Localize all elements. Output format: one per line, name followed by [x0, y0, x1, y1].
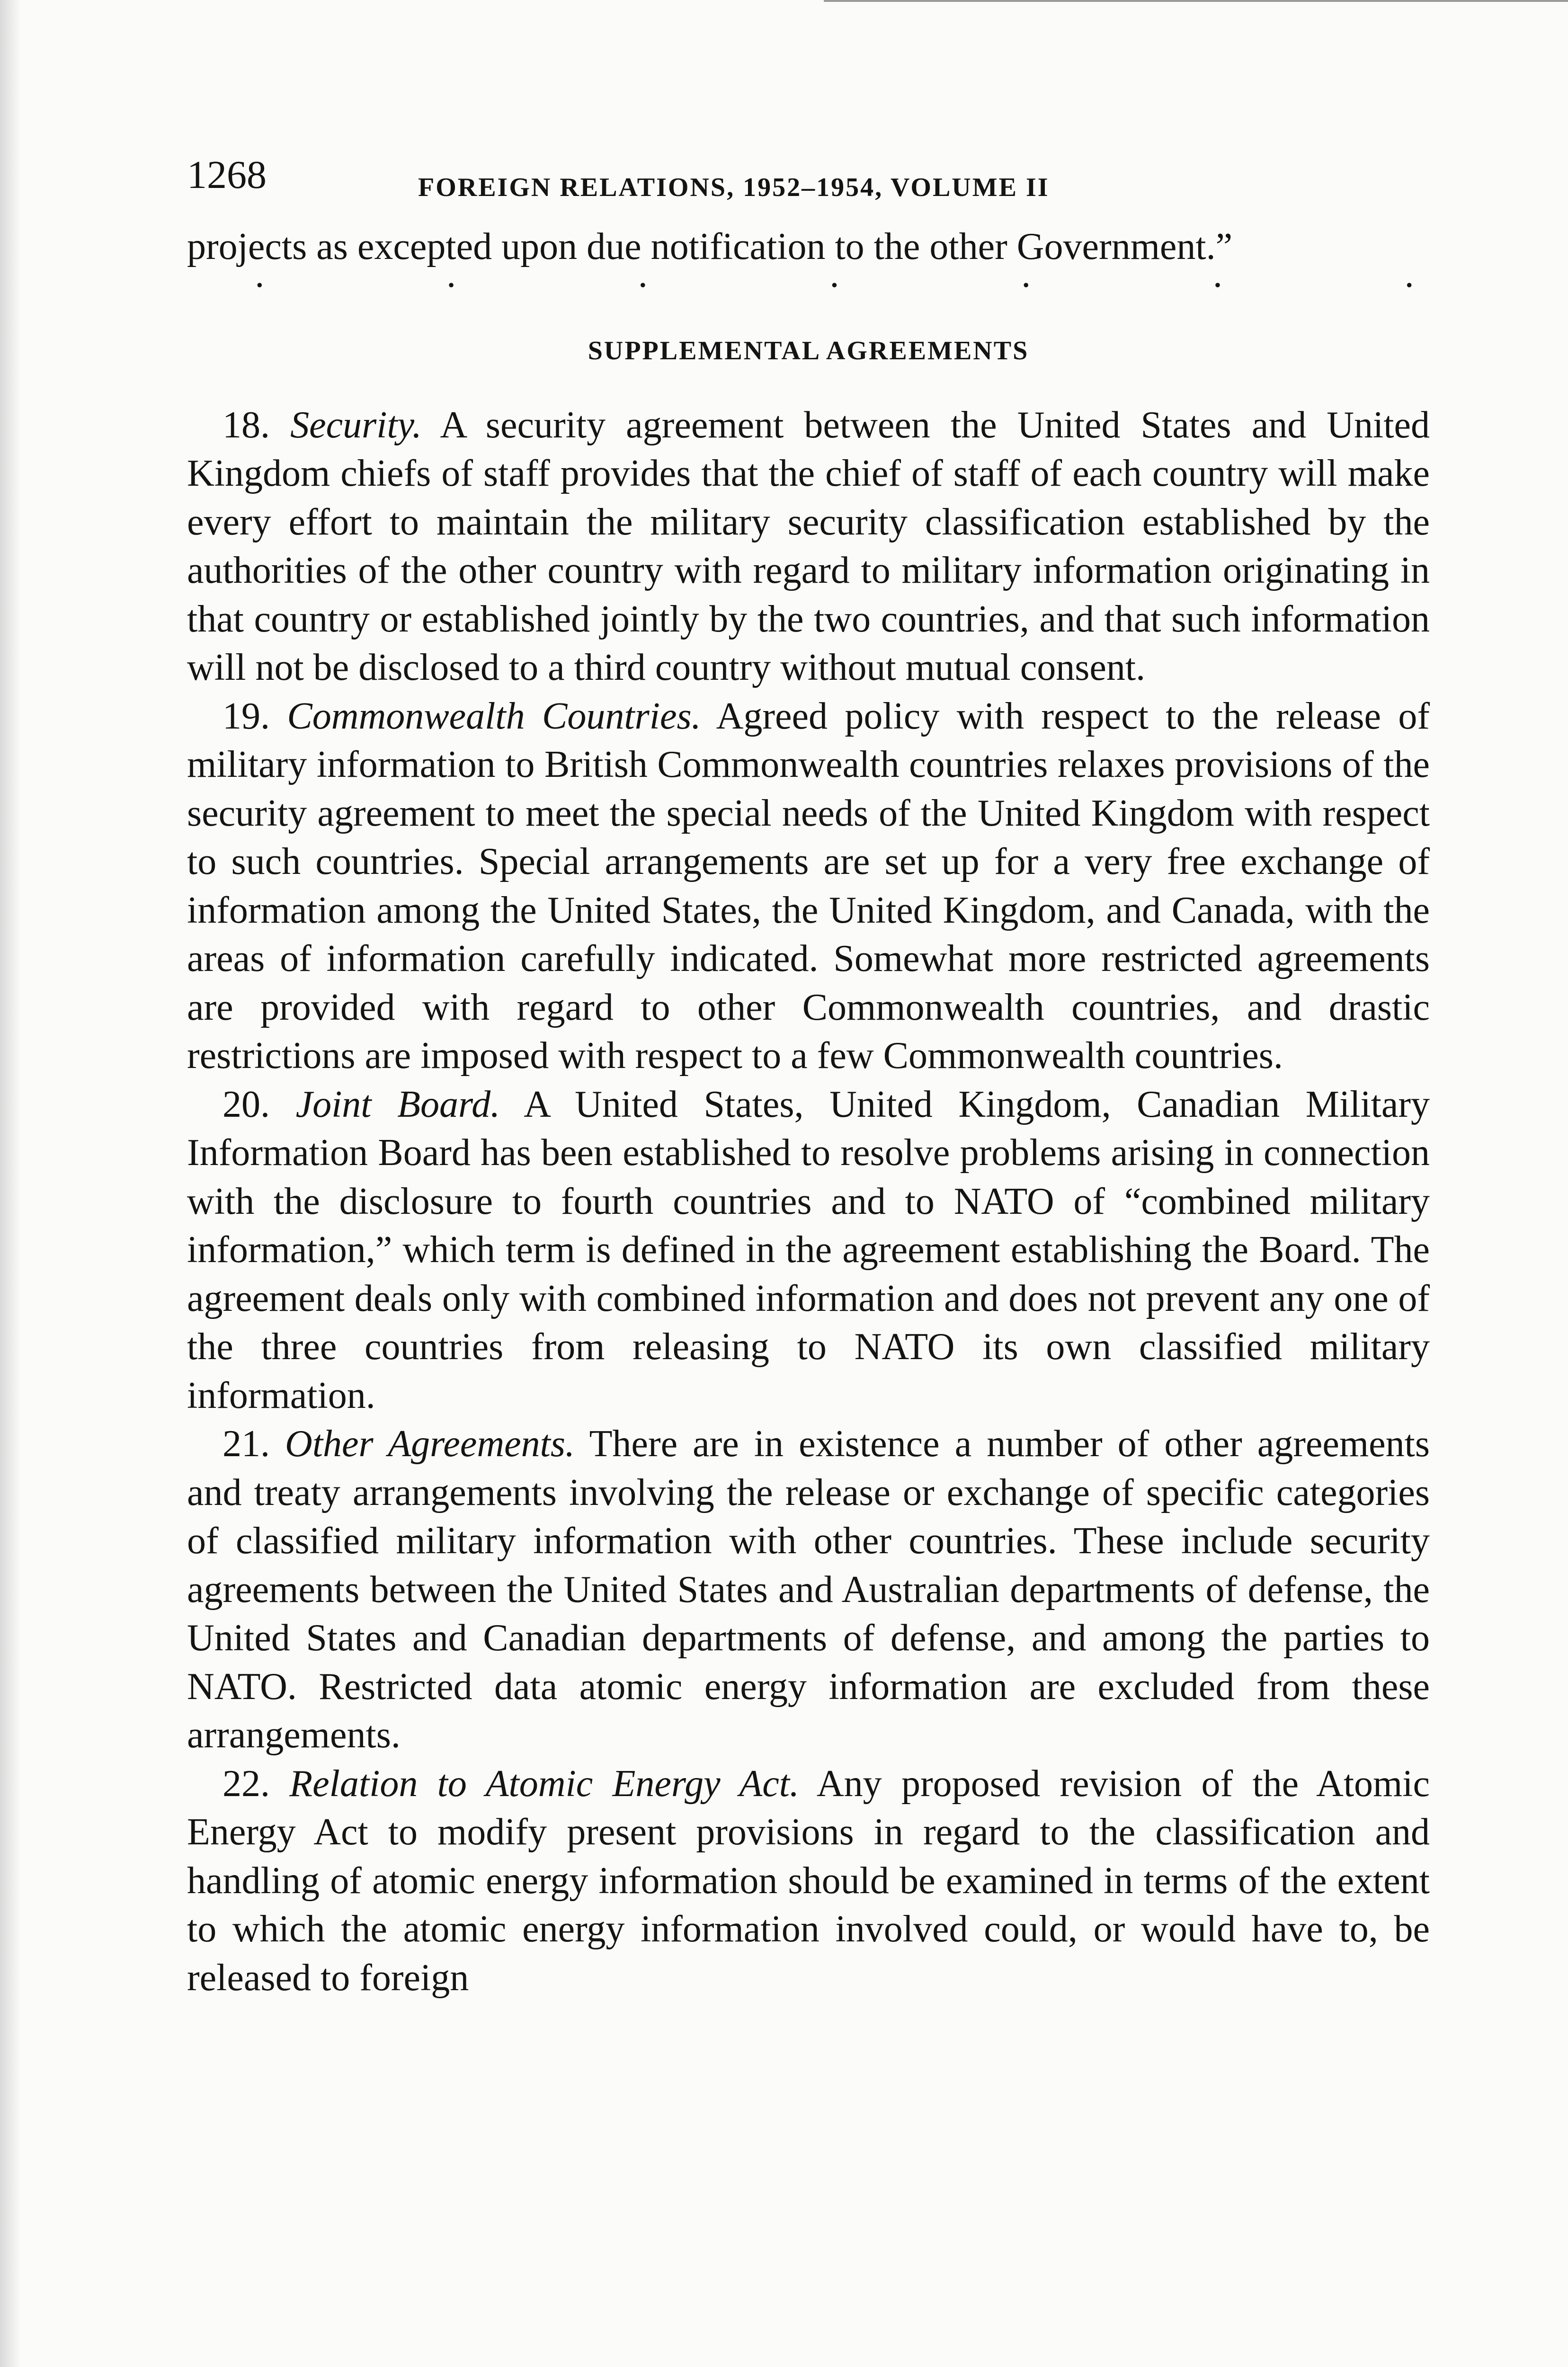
paragraph-text: Any proposed revision of the Atomic Energy Act to modify present provisions in regard to the classification and handling of atomic energy information should be examined in terms of the extent to which the atomic energy information involved could, or would have to, be released to foreign: [187, 1762, 1430, 1999]
paragraph-number: 19.: [223, 695, 270, 737]
paragraph-19: [187, 692, 1430, 1080]
ellipsis-dot: ·: [1019, 264, 1033, 306]
paragraph-text: There are in existence a number of other agreements and treaty arrangements involving the release or exchange of specific categories of classified military information with other countries. These include security agreements between the United States and Australian departments of defense, the United States and Canadian departments of defense, and among the parties to NATO. Restricted data atomic energy information are excluded from these arrangements.: [187, 1423, 1430, 1756]
paragraph-title: Joint Board.: [295, 1083, 500, 1125]
running-head: [187, 151, 1430, 222]
paragraph-number: 18.: [223, 404, 270, 446]
running-title: FOREIGN RELATIONS, 1952–1954, VOLUME II: [418, 173, 1050, 202]
ellipsis-row: [187, 264, 1430, 323]
ellipsis-dot: ·: [445, 264, 458, 306]
paragraph-21: [187, 1420, 1430, 1760]
paragraph-title: Security.: [290, 404, 422, 446]
paragraph-18: [187, 401, 1430, 692]
continuation-paragraph: projects as excepted upon due notification to the other Government.”: [187, 226, 1233, 267]
paragraph-20: [187, 1080, 1430, 1420]
page-content: [187, 151, 1430, 2002]
ellipsis-dot: ·: [253, 264, 266, 306]
ellipsis-dot: ·: [1211, 264, 1224, 306]
page-number: 1268: [187, 153, 267, 197]
paragraph-text: A security agreement between the United States and United Kingdom chiefs of staff provides that the chief of staff of each country will make every effort to maintain the military security classification established by the authorities of the other country with regard to military information originating in that country or established jointly by the two countries, and that such information will not be disclosed to a third country without mutual consent.: [187, 404, 1430, 688]
ellipsis-dot: ·: [636, 264, 650, 306]
paragraph-text: A United States, United Kingdom, Canadian Military Information Board has been established to resolve problems arising in connection with the disclosure to fourth countries and to NATO of “combined military information,” which term is defined in the agreement establishing the Board. The agreement deals only with combined information and does not prevent any one of the three countries from releasing to NATO its own classified military information.: [187, 1083, 1430, 1416]
paragraph-text: Agreed policy with respect to the release of military information to British Commonwealth countries relaxes provisions of the security agreement to meet the special needs of the United Kingdom with respect to such countries. Special arrangements are set up for a very free exchange of information among the United States, the United Kingdom, and Canada, with the areas of information carefully indicated. Somewhat more restricted agreements are provided with regard to other Commonwealth countries, and drastic restrictions are imposed with respect to a few Commonwealth countries.: [187, 695, 1430, 1077]
ellipsis-dot: ·: [828, 264, 841, 306]
paragraph-number: 22.: [223, 1762, 270, 1805]
paragraph-22: [187, 1760, 1430, 2002]
paragraph-number: 20.: [223, 1083, 270, 1125]
section-heading: SUPPLEMENTAL AGREEMENTS: [588, 336, 1029, 365]
paragraph-number: 21.: [223, 1423, 270, 1465]
paragraph-title: Commonwealth Countries.: [287, 695, 701, 737]
paragraph-title: Other Agreements.: [285, 1423, 575, 1465]
scan-edge-shadow: [0, 0, 21, 2367]
ellipsis-dot: ·: [1403, 264, 1416, 306]
scan-top-rule: [824, 0, 1568, 2]
paragraph-title: Relation to Atomic Energy Act.: [289, 1762, 800, 1805]
